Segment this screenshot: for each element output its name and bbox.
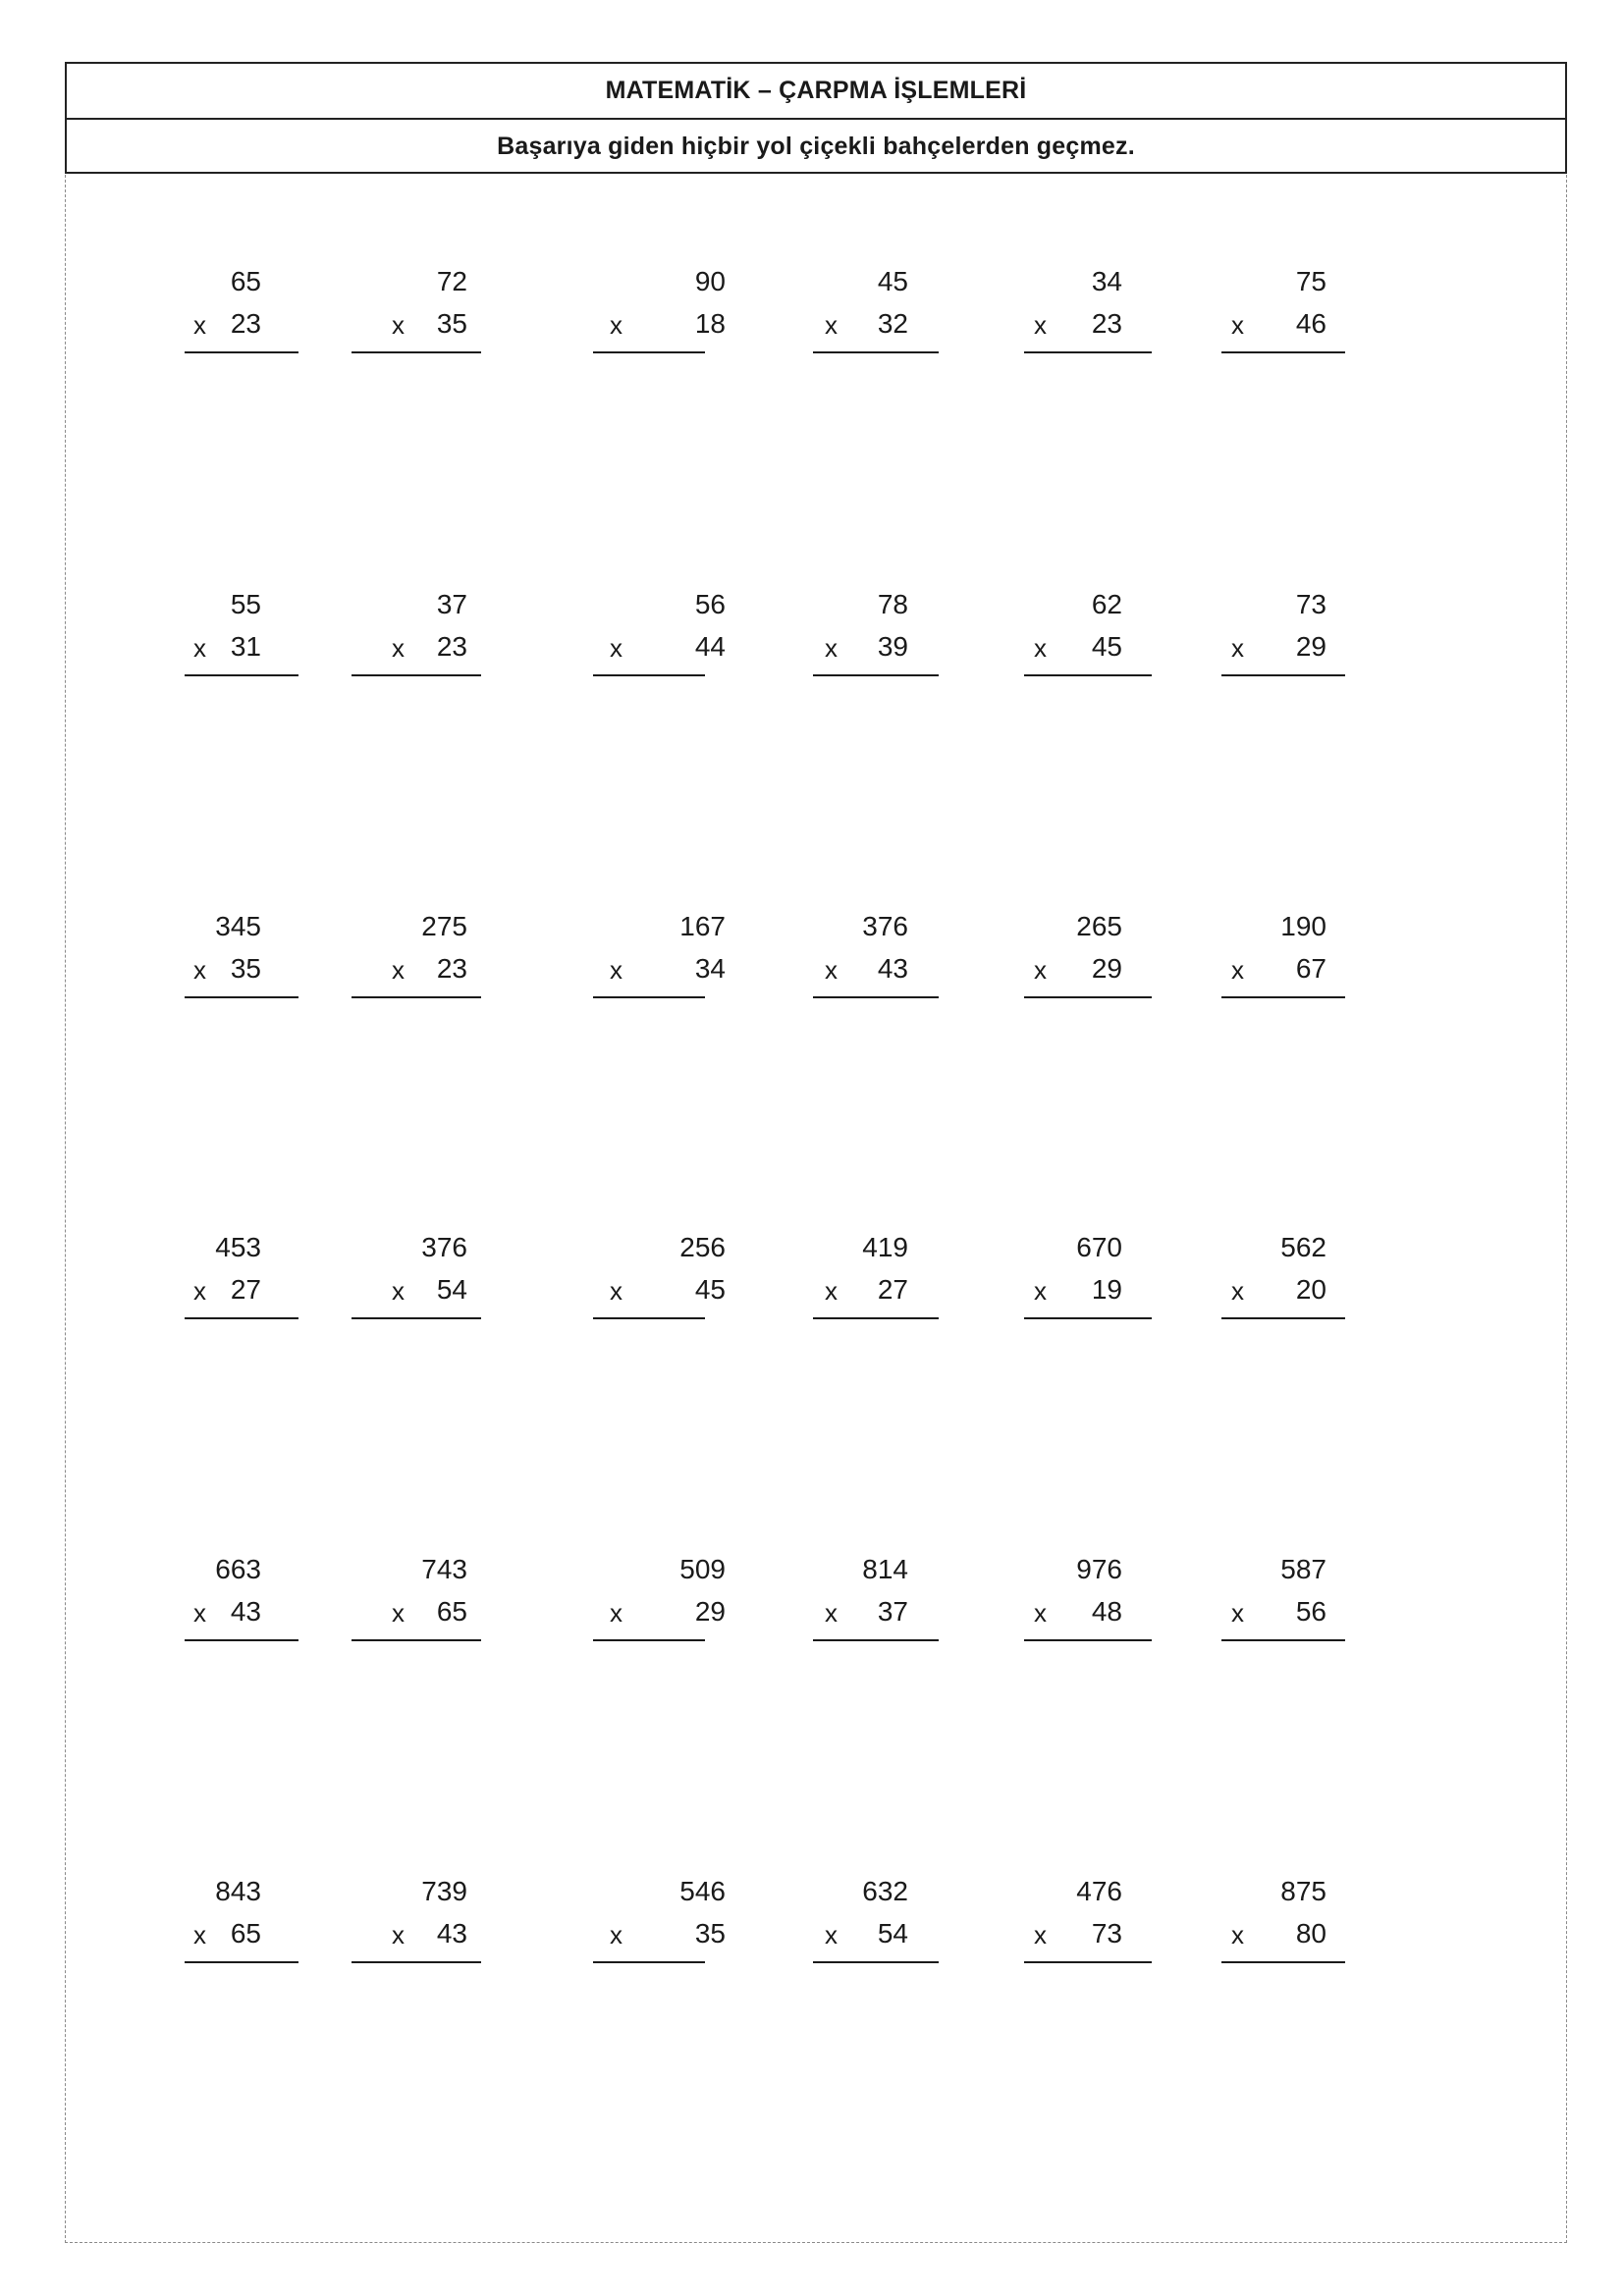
multiplier: 37	[877, 1596, 908, 1627]
multiplier: 23	[1091, 308, 1122, 339]
multiplier: 43	[436, 1918, 467, 1949]
multiply-operator: x	[610, 1598, 623, 1628]
answer-line	[1024, 1317, 1152, 1319]
multiplier: 29	[694, 1596, 726, 1627]
multiplicand: 663	[215, 1554, 261, 1584]
multiply-operator: x	[392, 633, 405, 663]
multiply-operator: x	[610, 310, 623, 340]
multiplier: 29	[1091, 953, 1122, 984]
answer-line	[813, 1639, 939, 1641]
multiply-operator: x	[392, 310, 405, 340]
answer-line	[593, 1639, 705, 1641]
multiply-operator: x	[825, 1276, 838, 1306]
multiplicand: 78	[877, 589, 908, 619]
answer-line	[185, 1961, 298, 1963]
worksheet-title: MATEMATİK – ÇARPMA İŞLEMLERİ	[67, 64, 1565, 120]
multiply-operator: x	[610, 1920, 623, 1949]
multiply-operator: x	[392, 955, 405, 985]
answer-line	[1221, 1961, 1345, 1963]
multiplier: 48	[1091, 1596, 1122, 1627]
answer-line	[185, 1639, 298, 1641]
multiplicand: 875	[1280, 1876, 1326, 1906]
multiply-operator: x	[1231, 1276, 1244, 1306]
answer-line	[1221, 996, 1345, 998]
multiply-operator: x	[392, 1276, 405, 1306]
multiply-operator: x	[193, 1276, 206, 1306]
answer-line	[352, 1317, 481, 1319]
multiply-operator: x	[1034, 1598, 1047, 1628]
multiplicand: 265	[1076, 911, 1122, 941]
multiply-operator: x	[825, 1920, 838, 1949]
multiplier: 65	[436, 1596, 467, 1627]
multiply-operator: x	[1231, 633, 1244, 663]
multiplicand: 843	[215, 1876, 261, 1906]
multiplicand: 739	[421, 1876, 467, 1906]
answer-line	[1221, 1317, 1345, 1319]
multiplier: 73	[1091, 1918, 1122, 1949]
multiplicand: 65	[230, 266, 261, 296]
multiply-operator: x	[610, 633, 623, 663]
answer-line	[813, 1317, 939, 1319]
multiplier: 56	[1295, 1596, 1326, 1627]
multiplier: 54	[436, 1274, 467, 1305]
answer-line	[593, 1317, 705, 1319]
multiply-operator: x	[193, 1920, 206, 1949]
multiply-operator: x	[1034, 310, 1047, 340]
answer-line	[352, 1639, 481, 1641]
multiplier: 43	[877, 953, 908, 984]
multiplicand: 419	[862, 1232, 908, 1262]
multiplicand: 275	[421, 911, 467, 941]
answer-line	[185, 1317, 298, 1319]
answer-line	[1221, 1639, 1345, 1641]
multiply-operator: x	[1034, 955, 1047, 985]
answer-line	[813, 351, 939, 353]
answer-line	[185, 996, 298, 998]
multiplicand: 45	[877, 266, 908, 296]
multiplicand: 190	[1280, 911, 1326, 941]
answer-line	[1024, 1639, 1152, 1641]
multiply-operator: x	[193, 633, 206, 663]
answer-line	[185, 674, 298, 676]
answer-line	[593, 996, 705, 998]
multiplicand: 509	[679, 1554, 726, 1584]
worksheet-header	[65, 62, 1567, 174]
multiplier: 44	[694, 631, 726, 662]
multiplier: 65	[230, 1918, 261, 1949]
multiply-operator: x	[1034, 1276, 1047, 1306]
multiplier: 27	[877, 1274, 908, 1305]
answer-line	[1024, 674, 1152, 676]
multiplier: 31	[230, 631, 261, 662]
worksheet-border	[65, 62, 1567, 2243]
multiplicand: 56	[694, 589, 726, 619]
multiply-operator: x	[825, 310, 838, 340]
multiplier: 35	[436, 308, 467, 339]
multiplicand: 453	[215, 1232, 261, 1262]
multiplicand: 546	[679, 1876, 726, 1906]
multiplier: 43	[230, 1596, 261, 1627]
answer-line	[813, 1961, 939, 1963]
answer-line	[1024, 996, 1152, 998]
multiplier: 32	[877, 308, 908, 339]
multiplicand: 670	[1076, 1232, 1122, 1262]
multiply-operator: x	[1231, 955, 1244, 985]
multiply-operator: x	[193, 310, 206, 340]
multiplicand: 632	[862, 1876, 908, 1906]
multiplier: 46	[1295, 308, 1326, 339]
multiplier: 23	[436, 953, 467, 984]
multiplier: 35	[230, 953, 261, 984]
answer-line	[352, 351, 481, 353]
multiplier: 23	[230, 308, 261, 339]
answer-line	[593, 1961, 705, 1963]
multiply-operator: x	[1231, 310, 1244, 340]
multiplicand: 376	[421, 1232, 467, 1262]
multiplicand: 167	[679, 911, 726, 941]
multiplier: 67	[1295, 953, 1326, 984]
multiplicand: 73	[1295, 589, 1326, 619]
answer-line	[1024, 351, 1152, 353]
multiply-operator: x	[825, 1598, 838, 1628]
multiplicand: 814	[862, 1554, 908, 1584]
multiplier: 80	[1295, 1918, 1326, 1949]
answer-line	[352, 996, 481, 998]
multiplier: 34	[694, 953, 726, 984]
worksheet-motto: Başarıya giden hiçbir yol çiçekli bahçelerden geçmez.	[497, 133, 1135, 160]
multiply-operator: x	[193, 955, 206, 985]
multiply-operator: x	[1034, 633, 1047, 663]
multiplier: 18	[694, 308, 726, 339]
multiplicand: 90	[694, 266, 726, 296]
multiplicand: 72	[436, 266, 467, 296]
multiplier: 35	[694, 1918, 726, 1949]
multiply-operator: x	[1231, 1920, 1244, 1949]
multiplicand: 256	[679, 1232, 726, 1262]
answer-line	[1221, 351, 1345, 353]
multiplier: 45	[1091, 631, 1122, 662]
answer-line	[813, 674, 939, 676]
multiplier: 45	[694, 1274, 726, 1305]
multiplicand: 587	[1280, 1554, 1326, 1584]
multiplier: 27	[230, 1274, 261, 1305]
multiplier: 19	[1091, 1274, 1122, 1305]
answer-line	[352, 1961, 481, 1963]
multiplicand: 75	[1295, 266, 1326, 296]
multiply-operator: x	[610, 1276, 623, 1306]
multiplicand: 345	[215, 911, 261, 941]
multiplicand: 743	[421, 1554, 467, 1584]
multiply-operator: x	[193, 1598, 206, 1628]
multiplicand: 376	[862, 911, 908, 941]
multiplicand: 55	[230, 589, 261, 619]
answer-line	[593, 351, 705, 353]
multiplicand: 476	[1076, 1876, 1122, 1906]
multiplier: 29	[1295, 631, 1326, 662]
multiplier: 39	[877, 631, 908, 662]
multiplier: 23	[436, 631, 467, 662]
answer-line	[1024, 1961, 1152, 1963]
multiply-operator: x	[610, 955, 623, 985]
multiply-operator: x	[1231, 1598, 1244, 1628]
multiply-operator: x	[825, 955, 838, 985]
multiplicand: 37	[436, 589, 467, 619]
multiply-operator: x	[1034, 1920, 1047, 1949]
answer-line	[185, 351, 298, 353]
multiply-operator: x	[392, 1920, 405, 1949]
multiplicand: 976	[1076, 1554, 1122, 1584]
multiplicand: 62	[1091, 589, 1122, 619]
multiplicand: 34	[1091, 266, 1122, 296]
multiplier: 54	[877, 1918, 908, 1949]
answer-line	[593, 674, 705, 676]
multiply-operator: x	[392, 1598, 405, 1628]
answer-line	[352, 674, 481, 676]
multiplier: 20	[1295, 1274, 1326, 1305]
multiplicand: 562	[1280, 1232, 1326, 1262]
multiply-operator: x	[825, 633, 838, 663]
answer-line	[1221, 674, 1345, 676]
answer-line	[813, 996, 939, 998]
